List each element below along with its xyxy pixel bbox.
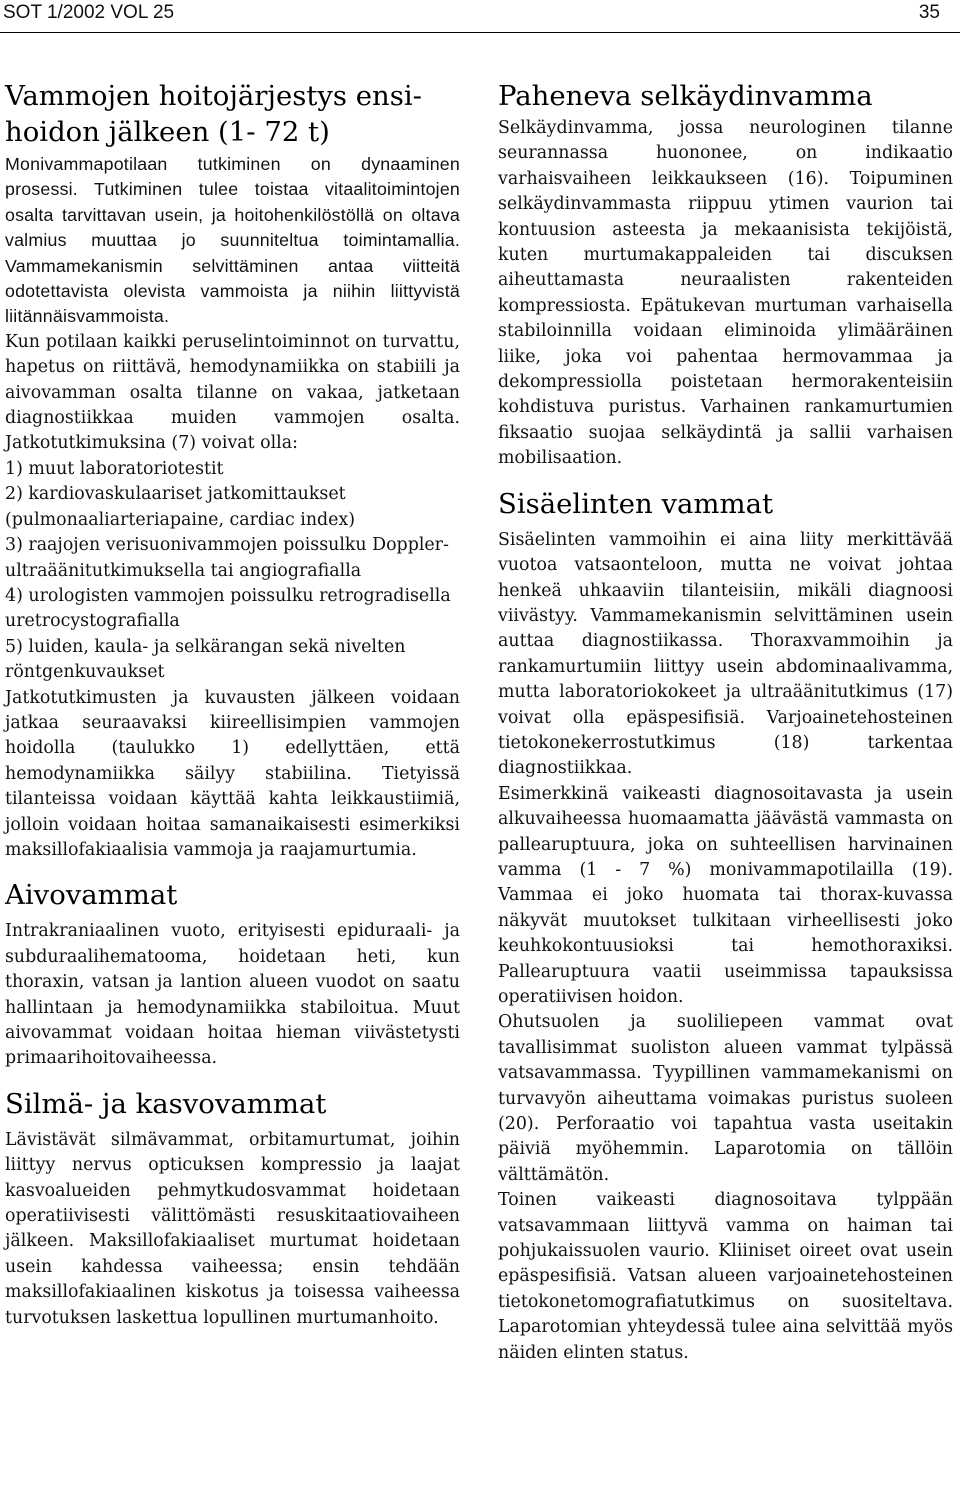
list-item: 3) raajojen verisuonivammojen poissulku Doppler-ultraäänitutkimuksella tai angiografialla: [5, 535, 449, 581]
intro-paragraph: Monivammapotilaan tutkiminen on dynaaminen prosessi. Tutkiminen tulee toistaa vitaalitoimintojen osalta tarvittavan usein, ja hoitohenkilöstöllä on oltava valmius muuttaa jo suunniteltua toimintamallia. Vammamekanismin selvittäminen antaa viitteitä odotettavista olevista vammoista ja niihin liittyvistä liitännäisvammoista.: [5, 154, 460, 327]
heading-silma-kasvovammat: Silmä- ja kasvovammat: [5, 1087, 327, 1120]
paragraph: Jatkotutkimusten ja kuvausten jälkeen voidaan jatkaa seuraavaksi kiireellisimpien vammojen hoidolla (taulukko 1) edellyttäen, että hemodynamiikka säilyy stabiilina. Tietyissä tilanteissa voidaan käyttää kahta leikkaustiimiä, jolloin voidaan hoitaa samanaikaisesti esimerkiksi maksillofakiaalisia vammoja ja raajamurtumia.: [5, 687, 460, 860]
heading-aivovammat: Aivovammat: [5, 879, 178, 912]
list-item: 5) luiden, kaula- ja selkärangan sekä nivelten röntgenkuvaukset: [5, 636, 406, 683]
heading-selkaydinvamma: Paheneva selkäydinvamma: [498, 80, 873, 112]
paragraph: Esimerkkinä vaikeasti diagnosoitavasta ja usein alkuvaiheessa huomaamatta jäävästä vammasta on pallearuptuura, joka on suhteellisen harvinainen vamma (1 - 7 %) monivammapotilailla (19). Vammaa ei joko huomata tai thorax-kuvassa näkyvät muutokset tulkitaan virheellisesti joko keuhkokontuusioksi tai hemothoraxiksi. Pallearuptuura vaatii useimmissa tapauksissa operatiivisen hoidon.: [498, 783, 953, 1007]
page-number: 35: [918, 2, 940, 23]
list-item: 4) urologisten vammojen poissulku retrogradisella uretrocystografialla: [5, 585, 451, 632]
paragraph: Selkäydinvamma, jossa neurologinen tilanne seurannassa huononee, on indikaatio varhaisvaiheen leikkaukseen (16). Toipuminen selkäydinvammasta riippuu ytimen vaurion tai kontuusion asteesta ja mekaanisista tekijöistä, kuten murtumakappaleiden tai discuksen aiheuttamasta neuraalisten rakenteiden kompressiosta. Epätukevan murtuman varhaisella stabiloinnilla voidaan eliminoida ylimääräinen liike, joka voi pahentaa hermovammaa ja dekompressiolla poistetaan hermorakenteisiin kohdistuva puristus. Varhainen rankamurtumien fiksaatio suojaa selkäydintä ja sallii varhaisen mobilisaation.: [498, 118, 953, 469]
list-item: 2) kardiovaskulaariset jatkomittaukset (pulmonaaliarteriapaine, cardiac index): [5, 484, 356, 530]
paragraph: Sisäelinten vammoihin ei aina liity merkittävää vuotoa vatsaonteloon, mutta ne voivat johtaa henkeä uhkaaviin tilanteisiin, mikäli diagnoosi viivästyy. Vammamekanismin selvittäminen usein auttaa diagnostiikassa. Thoraxvammoihin ja rankamurtumiin liittyy usein abdominaalivamma, mutta laboratoriokokeet ja ultraäänitutkimus (17) voivat olla epäspesifisiä. Varjoainetehosteinen tietokonekerrostutkimus (18) tarkentaa diagnostiikkaa.: [498, 529, 953, 779]
paragraph: Kun potilaan kaikki peruselintoiminnot on turvattu, hapetus on riittävä, hemodynamiikka on stabiili ja aivovamman osalta tilanne on vakaa, jatketaan diagnostiikkaa muiden vammojen osalta. Jatkotutkimuksina (7) voivat olla:: [5, 331, 460, 454]
page-header: [0, 0, 960, 33]
left-column: [5, 78, 460, 1331]
section-title: Vammojen hoitojärjestys ensi-hoidon jälkeen (1- 72 t): [5, 80, 422, 148]
right-column: [498, 78, 953, 1366]
heading-sisaelinten-vammat: Sisäelinten vammat: [498, 487, 774, 520]
paragraph: Lävistävät silmävammat, orbitamurtumat, joihin liittyy nervus opticuksen kompressio ja laajat kasvoalueiden pehmytkudosvammat hoidetaan operatiivisesti välittömästi resuskitaatiovaiheen jälkeen. Maksillofakiaaliset murtumat hoidetaan usein kahdessa vaiheessa; ensin tehdään maksillofakiaalinen kiskotus ja toisessa vaiheessa turvotuksen laskettua lopullinen murtumanhoito.: [5, 1129, 460, 1328]
journal-label: SOT 1/2002 VOL 25: [3, 2, 175, 23]
paragraph: Intrakraniaalinen vuoto, erityisesti epiduraali- ja subduraalihematooma, hoidetaan heti, kun thoraxin, vatsan ja lantion alueen vuodot on saatu hallintaan ja hemodynamiikka stabiloitua. Muut aivovammat voidaan hoitaa hieman viivästetysti primaarihoitovaiheessa.: [5, 921, 460, 1069]
list-item: 1) muut laboratoriotestit: [5, 458, 224, 479]
paragraph: Toinen vaikeasti diagnosoitava tylppään vatsavammaan liittyvä vamma on haiman tai pohjukaissuolen vaurio. Kliiniset oireet ovat usein epäspesifisiä. Vatsan alueen varjoainetehosteinen tietokonetomografiatutkimus on suositeltava. Laparotomian yhteydessä tulee aina selvittää myös näiden elinten status.: [498, 1190, 953, 1363]
paragraph: Ohutsuolen ja suoliliepeen vammat ovat tavallisimmat suoliston alueen vammat tylpässä vatsavammassa. Tyypillinen vammamekanismi on turvavyön aiheuttama voimakas puristus suoleen (20). Perforaatio voi tapahtua vasta useitakin päiviä myöhemmin. Laparotomia on tällöin välttämätön.: [498, 1012, 953, 1185]
